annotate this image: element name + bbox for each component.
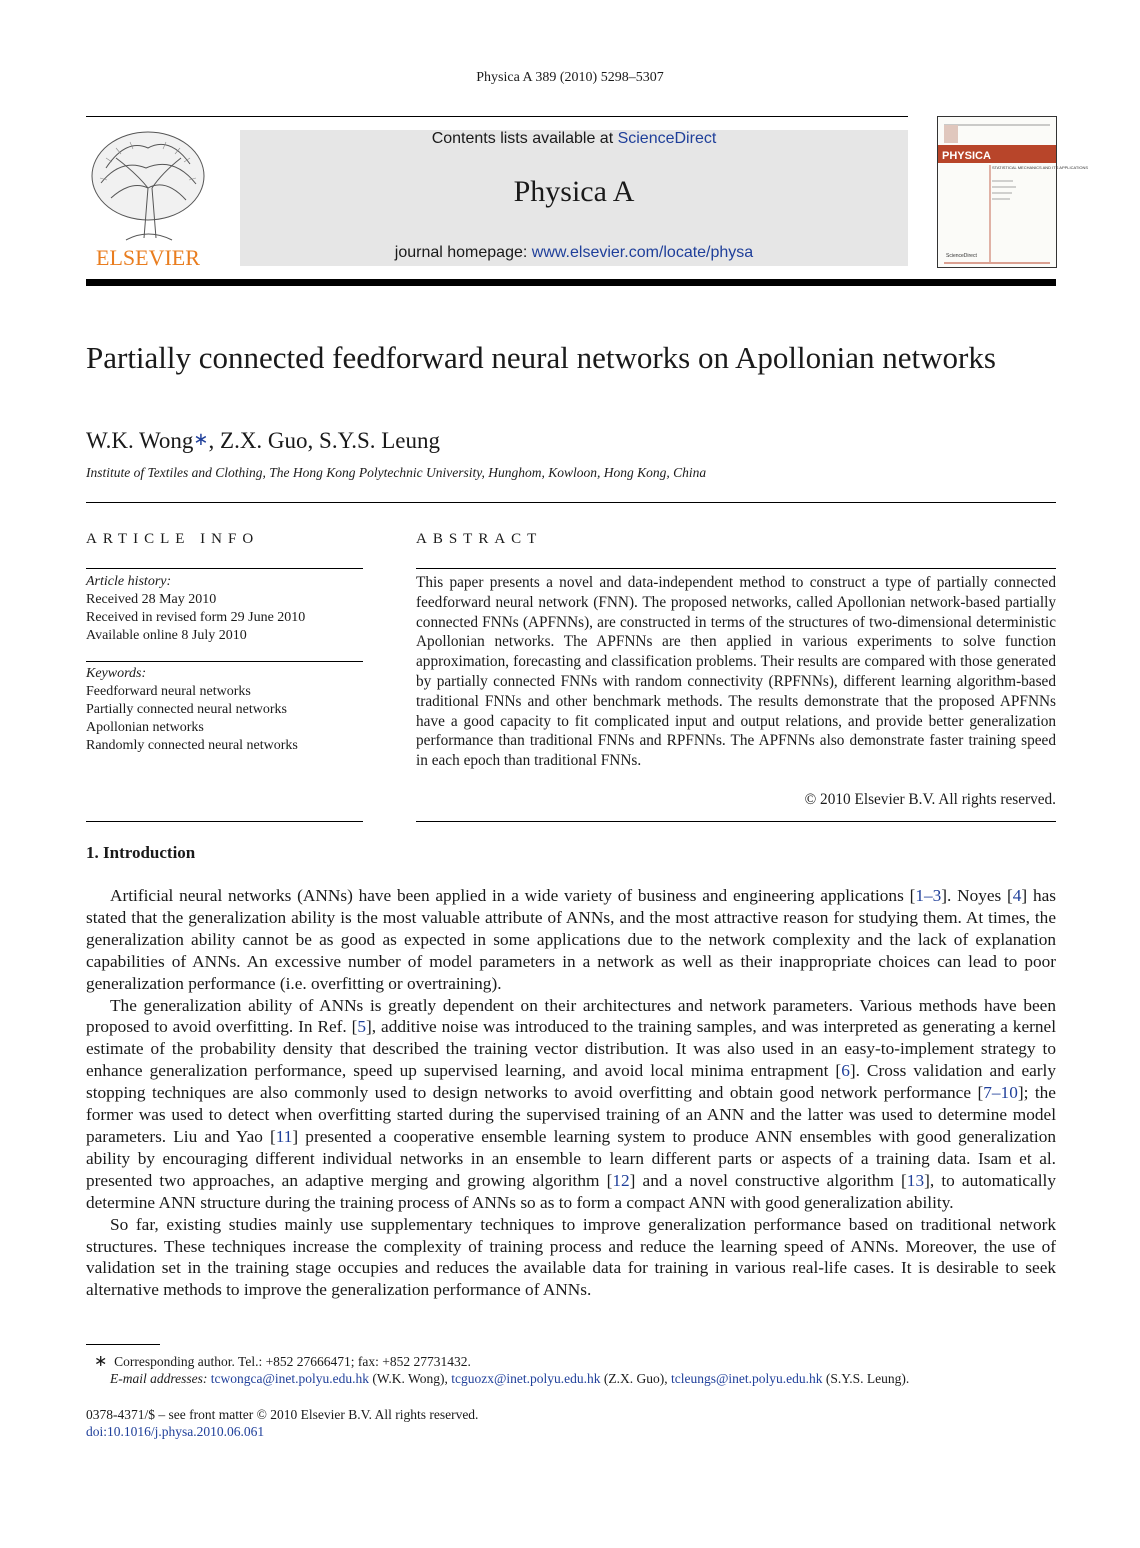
- citation-link[interactable]: 4: [1012, 886, 1022, 905]
- footnote-corresponding-text: Corresponding author. Tel.: +852 27666471; fax: +852 27731432.: [114, 1354, 471, 1369]
- intro-text: ]. Noyes [: [941, 886, 1013, 905]
- keyword-item: Feedforward neural networks: [86, 684, 251, 699]
- article-history: [86, 573, 363, 645]
- homepage-line: [240, 244, 908, 262]
- intro-text: ], to automatically determine ANN structure during the training process of ANNs so as to form a compact ANN with good generalization ability.: [86, 1170, 1056, 1212]
- footnote-emails: [110, 1371, 909, 1387]
- elsevier-tree-icon: [86, 128, 210, 268]
- intro-text: Artificial neural networks (ANNs) have been applied in a wide variety of business and engineering applications [: [110, 886, 916, 905]
- homepage-prefix: journal homepage:: [394, 244, 532, 261]
- citation-link[interactable]: 13: [906, 1170, 925, 1190]
- history-item: Available online 8 July 2010: [86, 628, 247, 643]
- contents-line: [240, 130, 908, 148]
- journal-reference: Physica A 389 (2010) 5298–5307: [476, 70, 664, 85]
- intro-text: ] presented a cooperative ensemble learning system to produce ANN ensembles with good generalization ability by encouraging different individual networks in an ensemble to learn different parts or aspects of a training data. Isam et al. presented two approaches, an adaptive merging and growing algorithm [: [86, 1126, 1056, 1190]
- elsevier-logo: [86, 128, 210, 268]
- article-title: Partially connected feedforward neural networks on Apollonian networks: [86, 340, 996, 375]
- header-thick-rule: [86, 279, 1056, 286]
- citation-link[interactable]: 6: [841, 1061, 850, 1081]
- section-heading-introduction: 1. Introduction: [86, 843, 196, 862]
- info-mid-rule: [86, 661, 363, 662]
- intro-text: ]; the former was used to detect when overfitting started during the supervised training of an ANN and the latter was used to determine model parameters. Liu and Yao [: [86, 1083, 1056, 1146]
- intro-text: The generalization ability of ANNs is greatly dependent on their architectures and network parameters. Various methods have been proposed to avoid overfitting. In Ref. [: [86, 995, 1056, 1037]
- sciencedirect-link[interactable]: ScienceDirect: [617, 130, 717, 147]
- elsevier-wordmark: ELSEVIER: [96, 245, 200, 270]
- cover-title: PHYSICA: [942, 150, 991, 162]
- header-rule: [86, 116, 908, 117]
- keywords-label: Keywords:: [86, 666, 147, 681]
- intro-text: ] and a novel constructive algorithm [: [629, 1170, 907, 1190]
- history-item: Received 28 May 2010: [86, 592, 217, 607]
- intro-text: ]. Cross validation and early stopping techniques are also commonly used to design networks to avoid overfitting and obtain good network performance [: [86, 1061, 1057, 1103]
- email-link-wong[interactable]: tcwongca@inet.polyu.edu.hk: [210, 1371, 370, 1386]
- journal-banner: [240, 130, 908, 266]
- journal-title: Physica A: [513, 175, 635, 208]
- info-top-rule: [86, 568, 363, 569]
- affiliation-rule: [86, 502, 1056, 503]
- footnote-mark: ∗: [94, 1353, 108, 1370]
- keyword-item: Randomly connected neural networks: [86, 738, 298, 753]
- intro-paragraph-3: So far, existing studies mainly use supplementary techniques to improve generalization performance based on traditional network structures. These techniques increase the complexity of training process and reduce the learning speed of ANNs. Moreover, the use of validation set in the training stage occupies and reduces the available data for training in various real-life cases. It is desirable to seek alternative methods to improve the generalization performance of ANNs.: [86, 1214, 1056, 1300]
- email-label: E-mail addresses:: [110, 1371, 208, 1386]
- history-label: Article history:: [86, 574, 172, 589]
- citation-link[interactable]: 1–3: [915, 886, 942, 905]
- email-owner: (W.K. Wong),: [369, 1371, 452, 1386]
- abstract-text: This paper presents a novel and data-independent method to construct a type of partially connected feedforward neural network (FNN). The proposed networks, called Apollonian network-based partially connected FNNs (APFNNs), are constructed in terms of the structures of two-dimensional deterministic Apollonian networks. The APFNNs are then applied in various experiments to solve function approximation, forecasting and classification problems. Their results are compared with those generated by partially connected FNNs with random connectivity (RPFNNs), different learning algorithm-based traditional FNNs and other benchmark methods. The results demonstrate that the proposed APFNNs have a good capacity to fit complicated input and output relations, and provide better generalization performance than traditional FNNs and RPFNNs. The APFNNs also demonstrate faster training speed in each epoch than traditional FNNs.: [416, 574, 1056, 770]
- email-owner: (Z.X. Guo),: [600, 1371, 671, 1386]
- affiliation: Institute of Textiles and Clothing, The Hong Kong Polytechnic University, Hunghom, Kowloon, Hong Kong, China: [86, 465, 707, 480]
- keyword-item: Partially connected neural networks: [86, 702, 287, 717]
- abstract-copyright: © 2010 Elsevier B.V. All rights reserved.: [804, 791, 1056, 808]
- email-owner: (S.Y.S. Leung).: [822, 1371, 910, 1386]
- citation-link[interactable]: 7–10: [983, 1083, 1018, 1103]
- citation-link[interactable]: 5: [357, 1017, 367, 1037]
- issn-line: 0378-4371/$ – see front matter © 2010 Elsevier B.V. All rights reserved.: [86, 1407, 479, 1422]
- citation-link[interactable]: 12: [612, 1170, 630, 1190]
- abstract-top-rule: [416, 568, 1056, 569]
- author-list: [86, 428, 440, 454]
- keywords: [86, 665, 363, 755]
- abstract-heading: ABSTRACT: [416, 531, 543, 547]
- abstract-bottom-rule: [416, 821, 1056, 822]
- journal-cover: [937, 116, 1089, 268]
- corresponding-author-mark[interactable]: ∗: [193, 429, 209, 449]
- intro-paragraph-1: [86, 885, 1056, 995]
- citation-link[interactable]: 11: [275, 1126, 293, 1146]
- footnote-corresponding: [94, 1351, 471, 1371]
- doi-link[interactable]: doi:10.1016/j.physa.2010.06.061: [86, 1424, 265, 1439]
- info-bottom-rule: [86, 821, 363, 822]
- homepage-link[interactable]: www.elsevier.com/locate/physa: [531, 244, 754, 261]
- cover-footer: ScienceDirect: [946, 253, 977, 259]
- email-link-leung[interactable]: tcleungs@inet.polyu.edu.hk: [670, 1371, 823, 1386]
- history-item: Received in revised form 29 June 2010: [86, 610, 306, 625]
- intro-text: ] has stated that the generalization ability is the most valuable attribute of ANNs, and the most attractive reason for studying them. At times, the generalization ability cannot be as good as expected in some applications due to the network complexity and the lack of explanation capabilities of ANNs. An excessive number of model parameters in a network as well as their inappropriate choices can lead to poor generalization performance (i.e. overfitting or overtraining).: [86, 886, 1056, 993]
- intro-paragraph-2: [86, 995, 1056, 1214]
- keyword-item: Apollonian networks: [86, 720, 204, 735]
- journal-cover-image: [938, 117, 1089, 267]
- first-author: W.K. Wong: [86, 428, 194, 453]
- email-link-guo[interactable]: tcguozx@inet.polyu.edu.hk: [451, 1371, 601, 1386]
- cover-subtitle: STATISTICAL MECHANICS AND ITS APPLICATIONS: [992, 165, 1089, 170]
- other-authors: , Z.X. Guo, S.Y.S. Leung: [208, 428, 441, 453]
- intro-text: ], additive noise was introduced to the training samples, and was interpreted as generating a kernel estimate of the probability density that described the training vector distribution. It was also used in an easy-to-implement strategy to enhance generalization performance, speed up supervised learning, and avoid local minima entrapment [: [86, 1017, 1056, 1081]
- introduction-body: [86, 885, 1056, 1301]
- footnote-rule: [86, 1344, 160, 1345]
- contents-prefix: Contents lists available at: [431, 130, 618, 147]
- article-info-heading: ARTICLE INFO: [86, 531, 260, 547]
